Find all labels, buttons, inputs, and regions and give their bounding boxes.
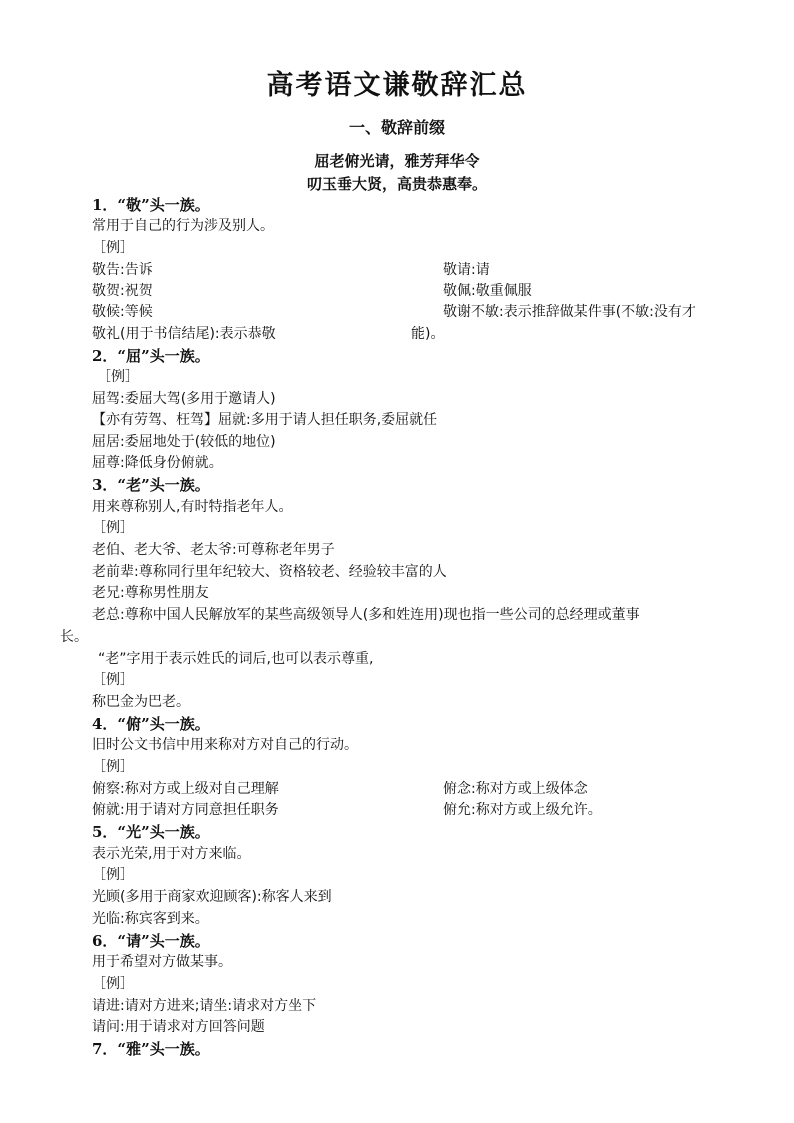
example-item: 请进:请对方进来;请坐:请求对方坐下	[92, 998, 317, 1014]
section-heading: 一、敬辞前缀	[348, 118, 445, 137]
example-item: 老前辈:尊称同行里年纪较大、资格较老、经验较丰富的人	[92, 564, 447, 580]
example-label: ［例］	[92, 867, 134, 883]
page-title: 高考语文谦敬辞汇总	[266, 70, 528, 101]
group-heading-jing: 1．“敬”头一族。	[92, 196, 210, 214]
example-item: 【亦有劳驾、枉驾】屈就:多用于请人担任职务,委屈就任	[92, 412, 438, 428]
group-heading-qu: 2．“屈”头一族。	[92, 347, 210, 365]
example-item: 敬请:请	[443, 262, 490, 278]
example-item: 敬谢不敏:表示推辞做某件事(不敏:没有才	[443, 304, 696, 320]
group-heading-fu: 4．“俯”头一族。	[92, 715, 210, 733]
example-item: 称巴金为巴老。	[92, 694, 190, 710]
group-description: 表示光荣,用于对方来临。	[92, 846, 251, 862]
group-heading-qing: 6．“请”头一族。	[92, 932, 210, 950]
group-description: 用于希望对方做某事。	[92, 954, 232, 970]
group-description: 旧时公文书信中用来称对方对自己的行动。	[92, 737, 358, 753]
example-item: 屈居:委屈地处于(较低的地位)	[92, 434, 276, 450]
example-item: 屈驾:委屈大驾(多用于邀请人)	[92, 391, 276, 407]
example-item: 俯念:称对方或上级体念	[443, 781, 588, 797]
example-item-wrap: 能)。	[411, 326, 445, 342]
example-item: 请问:用于请求对方回答问题	[92, 1019, 265, 1035]
example-item: 敬礼(用于书信结尾):表示恭敬	[92, 326, 276, 342]
example-item: 敬佩:敬重佩服	[443, 283, 532, 299]
example-item-wrap: 长。	[60, 629, 88, 645]
example-label: ［例］	[92, 976, 134, 992]
example-item: 老总:尊称中国人民解放军的某些高级领导人(多和姓连用)现也指一些公司的总经理或董事	[92, 607, 640, 623]
example-item: 老兄:尊称男性朋友	[92, 585, 209, 601]
example-item: 俯就:用于请对方同意担任职务	[92, 802, 279, 818]
example-label: ［例］	[92, 759, 134, 775]
example-item: 敬候:等候	[92, 304, 153, 320]
example-item: 光临:称宾客到来。	[92, 911, 209, 927]
example-item: 俯察:称对方或上级对自己理解	[92, 781, 279, 797]
group-note: “老”字用于表示姓氏的词后,也可以表示尊重,	[98, 651, 374, 667]
example-label: ［例］	[92, 240, 134, 256]
verse-line-1: 屈老俯光请，雅芳拜华令	[314, 152, 480, 170]
example-item: 敬告:告诉	[92, 262, 153, 278]
verse-line-2: 叨玉垂大贤，高贵恭惠奉。	[306, 175, 487, 193]
group-heading-guang: 5．“光”头一族。	[92, 823, 210, 841]
example-item: 光顾(多用于商家欢迎顾客):称客人来到	[92, 889, 332, 905]
example-item: 敬贺:祝贺	[92, 283, 153, 299]
group-description: 用来尊称别人,有时特指老年人。	[92, 499, 293, 515]
example-label: ［例］	[92, 520, 134, 536]
example-label: ［例］	[97, 369, 139, 385]
example-label: ［例］	[92, 672, 134, 688]
group-heading-ya: 7．“雅”头一族。	[92, 1040, 210, 1058]
group-description: 常用于自己的行为涉及别人。	[92, 218, 274, 234]
example-item: 俯允:称对方或上级允许。	[443, 802, 602, 818]
example-item: 老伯、老大爷、老太爷:可尊称老年男子	[92, 542, 335, 558]
group-heading-lao: 3．“老”头一族。	[92, 476, 210, 494]
example-item: 屈尊:降低身份俯就。	[92, 455, 223, 471]
